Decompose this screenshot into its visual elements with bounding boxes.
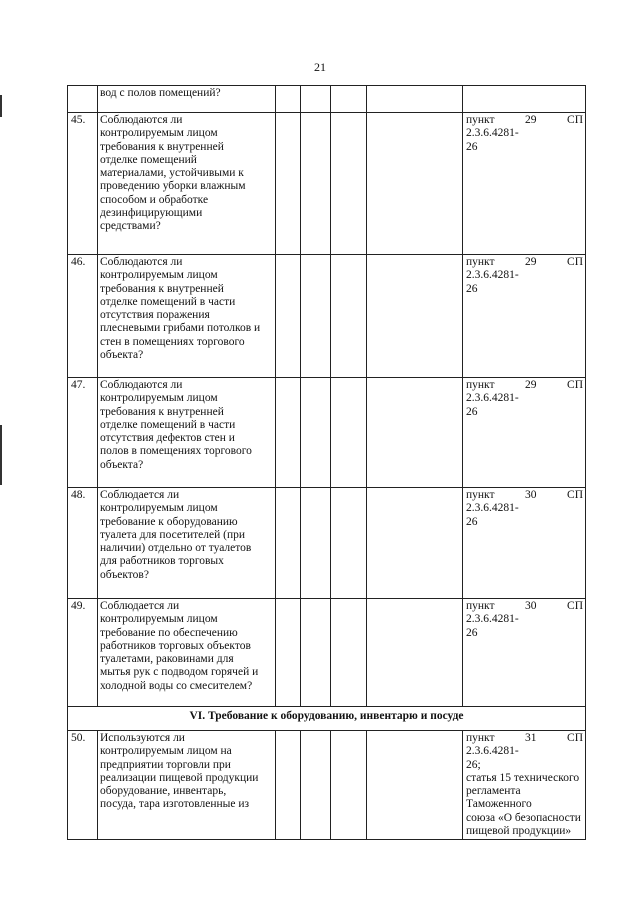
reference-text: пункт 29 СП 2.3.6.4281- 26 (466, 379, 583, 418)
reference-text: пункт 29 СП 2.3.6.4281- 26 (466, 256, 583, 295)
answer-cell-no (301, 113, 331, 255)
reference-text: пункт 31 СП 2.3.6.4281- 26; статья 15 технического регламента Таможенного союза «О безопасности пищевой продукции» (466, 732, 583, 838)
answer-cell-no (301, 731, 331, 840)
reference-cell (463, 488, 586, 599)
question-cell (98, 113, 276, 255)
table-row (68, 378, 586, 488)
answer-cell-yes (276, 86, 301, 113)
row-number: 48. (71, 489, 86, 501)
reference-cell (463, 113, 586, 255)
answer-cell-yes (276, 488, 301, 599)
row-number-cell (68, 378, 98, 488)
question-cell (98, 255, 276, 378)
section-heading-row (68, 707, 586, 731)
answer-cell-na (331, 113, 367, 255)
answer-cell-no (301, 255, 331, 378)
answer-cell-no (301, 378, 331, 488)
answer-cell-no (301, 599, 331, 707)
answer-cell-yes (276, 113, 301, 255)
reference-cell (463, 378, 586, 488)
question-cell (98, 731, 276, 840)
answer-cell-yes (276, 731, 301, 840)
notes-cell (367, 488, 463, 599)
question-text: Используются ли контролируемым лицом на предприятии торговли при реализации пищевой продукции оборудование, инвентарь, посуда, тара изготовленные из (100, 732, 259, 811)
question-text: вод с полов помещений? (100, 87, 221, 99)
answer-cell-na (331, 378, 367, 488)
row-number: 49. (71, 600, 86, 612)
notes-cell (367, 255, 463, 378)
row-number-cell (68, 488, 98, 599)
row-number-cell (68, 599, 98, 707)
table-row (68, 113, 586, 255)
row-number: 45. (71, 114, 86, 126)
reference-text: пункт 30 СП 2.3.6.4281- 26 (466, 600, 583, 639)
question-text: Соблюдаются ли контролируемым лицом требования к внутренней отделке помещений в части отсутствия дефектов стен и полов в помещениях торгового объекта? (100, 379, 252, 471)
question-cell (98, 378, 276, 488)
page-number: 21 (314, 60, 326, 74)
row-number-cell (68, 255, 98, 378)
table-row (68, 488, 586, 599)
reference-cell (463, 599, 586, 707)
row-number: 50. (71, 732, 86, 744)
checklist-table (67, 85, 586, 840)
answer-cell-na (331, 731, 367, 840)
question-text: Соблюдается ли контролируемым лицом требование к оборудованию туалета для посетителей (при наличии) отдельно от туалетов для работников торговых объектов? (100, 489, 252, 581)
answer-cell-no (301, 488, 331, 599)
row-number-cell (68, 113, 98, 255)
table-row (68, 255, 586, 378)
table-row (68, 731, 586, 840)
row-number: 47. (71, 379, 86, 391)
question-text: Соблюдаются ли контролируемым лицом требования к внутренней отделке помещений в части отсутствия поражения плесневыми грибами потолков и стен в помещениях торгового объекта? (100, 256, 261, 362)
answer-cell-yes (276, 255, 301, 378)
question-cell (98, 86, 276, 113)
reference-text: пункт 30 СП 2.3.6.4281- 26 (466, 489, 583, 528)
question-cell (98, 599, 276, 707)
notes-cell (367, 86, 463, 113)
notes-cell (367, 378, 463, 488)
section-heading: VI. Требование к оборудованию, инвентарю и посуде (68, 707, 586, 731)
notes-cell (367, 731, 463, 840)
answer-cell-yes (276, 599, 301, 707)
reference-cell (463, 255, 586, 378)
answer-cell-na (331, 488, 367, 599)
row-number-cell (68, 86, 98, 113)
notes-cell (367, 113, 463, 255)
row-number-cell (68, 731, 98, 840)
answer-cell-na (331, 599, 367, 707)
answer-cell-na (331, 86, 367, 113)
table-row (68, 599, 586, 707)
scan-margin-mark (0, 425, 2, 485)
answer-cell-no (301, 86, 331, 113)
table-row-continuation (68, 86, 586, 113)
reference-text: пункт 29 СП 2.3.6.4281- 26 (466, 114, 583, 153)
question-cell (98, 488, 276, 599)
notes-cell (367, 599, 463, 707)
scan-margin-mark (0, 95, 2, 117)
row-number: 46. (71, 256, 86, 268)
reference-cell (463, 86, 586, 113)
answer-cell-yes (276, 378, 301, 488)
reference-cell (463, 731, 586, 840)
question-text: Соблюдается ли контролируемым лицом требование по обеспечению работников торговых объектов туалетами, раковинами для мытья рук с подводом горячей и холодной воды со смесителем? (100, 600, 259, 692)
question-text: Соблюдаются ли контролируемым лицом требования к внутренней отделке помещений материалами, устойчивыми к проведению уборки влажным способом и обработке дезинфицирующими средствами? (100, 114, 246, 233)
answer-cell-na (331, 255, 367, 378)
